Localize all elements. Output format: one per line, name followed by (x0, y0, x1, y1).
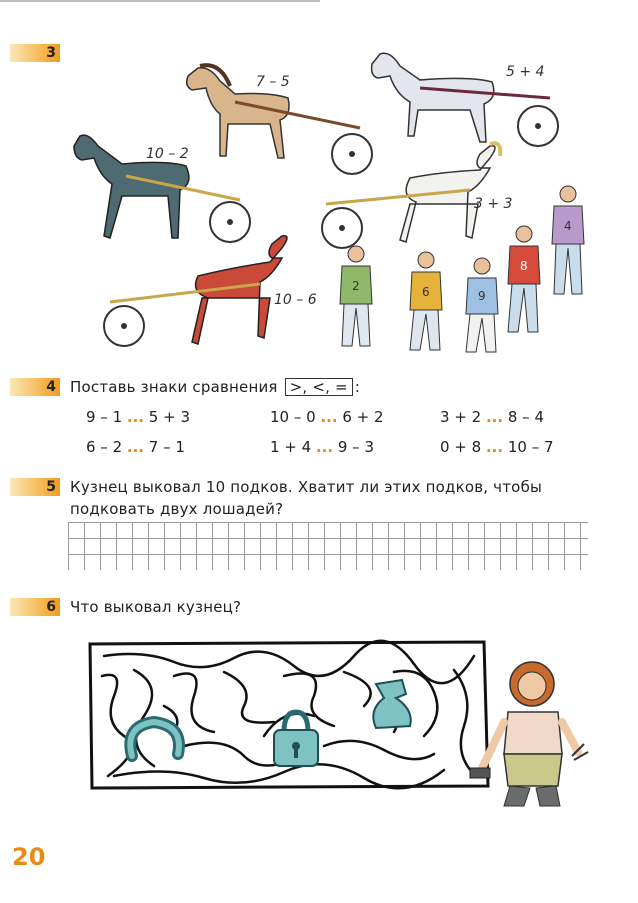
task-4-prompt (70, 378, 360, 396)
top-rule (0, 0, 320, 2)
task-5-line1: Кузнец выковал 10 подков. Хватит ли этих подков, чтобы (70, 478, 543, 496)
axe-head-icon (373, 680, 410, 728)
svg-text:6: 6 (422, 285, 430, 299)
svg-text:4: 4 (564, 219, 572, 233)
answer-grid[interactable] (68, 522, 588, 570)
jockey-9 (466, 258, 498, 352)
expression-r1c3: 3 + 2 ... 8 – 4 (440, 408, 544, 426)
task-6-prompt: Что выковал кузнец? (70, 598, 242, 616)
task-4-number: 4 (10, 378, 60, 396)
horseshoe-icon (130, 722, 179, 756)
svg-text:8: 8 (520, 259, 528, 273)
expression-r1c2: 10 – 0 ... 6 + 2 (270, 408, 384, 426)
task-6-number: 6 (10, 598, 60, 616)
maze-illustration (84, 636, 594, 816)
horse-label-1: 7 – 5 (256, 74, 290, 90)
svg-text:2: 2 (352, 279, 360, 293)
answer-blank[interactable]: ... (485, 408, 504, 426)
page-number: 20 (12, 843, 46, 871)
horse-label-5: 10 – 6 (274, 292, 317, 308)
jockey-2 (340, 246, 372, 346)
jockey-6 (410, 252, 442, 350)
horse-label-4: 3 + 3 (474, 196, 513, 212)
comparison-signs-box: >, <, = (285, 378, 353, 396)
prompt-text: Поставь знаки сравнения (70, 378, 278, 396)
answer-blank[interactable]: ... (126, 408, 145, 426)
task-5-number: 5 (10, 478, 60, 496)
expression-r2c3: 0 + 8 ... 10 – 7 (440, 438, 554, 456)
horses-illustration (70, 36, 600, 366)
task-5-line2: подковать двух лошадей? (70, 500, 284, 518)
horse-label-2: 5 + 4 (506, 64, 545, 80)
expression-r2c2: 1 + 4 ... 9 – 3 (270, 438, 374, 456)
jockey-8 (508, 226, 540, 332)
prompt-colon: : (354, 378, 361, 396)
expression-r2c1: 6 – 2 ... 7 – 1 (86, 438, 185, 456)
horse-label-3: 10 – 2 (146, 146, 189, 162)
answer-blank[interactable]: ... (485, 438, 504, 456)
horse-red (104, 236, 287, 346)
expression-r1c1: 9 – 1 ... 5 + 3 (86, 408, 190, 426)
jockey-4 (552, 186, 584, 294)
task-3-number: 3 (10, 44, 60, 62)
answer-blank[interactable]: ... (315, 438, 334, 456)
answer-blank[interactable]: ... (320, 408, 338, 426)
svg-text:9: 9 (478, 289, 486, 303)
hammer-icon (470, 768, 490, 778)
answer-blank[interactable]: ... (126, 438, 145, 456)
